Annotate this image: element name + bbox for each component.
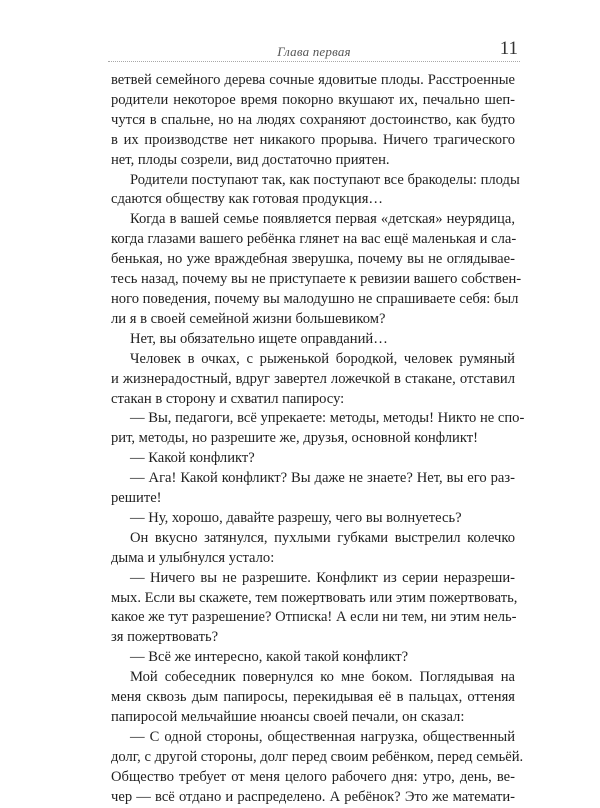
text-line: мых. Если вы скажете, тем пожертвовать или этим пожертвовать, — [111, 589, 518, 606]
text-line: тесь назад, почему вы не приступаете к ревизии вашего собствен- — [111, 271, 522, 288]
text-line: ветвей семейного дерева сочные ядовитые плоды. Расстроенные — [111, 72, 515, 88]
text-line: Родители поступают так, как поступают все бракоделы: плоды — [130, 171, 520, 188]
text-line: — С одной стороны, общественная нагрузка, общественный — [130, 728, 515, 745]
text-line: и жизнерадостный, вдруг завертел ложечкой в стакане, отставил — [111, 370, 515, 387]
text-line: бенькая, но уже враждебная зверушка, почему вы не оглядывае- — [111, 251, 515, 268]
text-line: Общество требует от меня целого рабочего дня: утро, день, ве- — [111, 768, 515, 785]
text-line: в их производстве нет никакого прорыва. Ничего трагического — [111, 131, 515, 148]
page-number: 11 — [499, 38, 518, 59]
text-line: — Какой конфликт? — [130, 450, 255, 467]
text-line: — Ага! Какой конфликт? Вы даже не знаете? Нет, вы его раз- — [130, 470, 515, 487]
text-line: меня сквозь дым папиросы, перекидывая её в пальцах, оттеняя — [111, 689, 515, 706]
text-line: Когда в вашей семье появляется первая «детская» неурядица, — [130, 211, 515, 228]
text-line: Человек в очках, с рыженькой бородкой, человек румяный — [130, 350, 515, 367]
text-line: Он вкусно затянулся, пухлыми губками выстрелил колечко — [130, 529, 515, 546]
text-line: решите! — [111, 490, 162, 507]
text-line: Нет, вы обязательно ищете оправданий… — [130, 330, 388, 347]
text-line: чутся в спальне, но на людях сохраняют достоинство, как будто — [111, 111, 515, 128]
text-line: какое же тут разрешение? Отписка! А если ни тем, ни этим нель- — [111, 609, 517, 626]
text-line: — Ничего вы не разрешите. Конфликт из серии неразреши- — [130, 569, 515, 586]
text-line: папиросой мельчайшие нюансы своей печали, он сказал: — [111, 709, 465, 725]
text-line: ли я в своей семейной жизни большевиком? — [111, 310, 386, 327]
text-line: когда глазами вашего ребёнка глянет на вас ещё маленькая и сла- — [111, 231, 517, 248]
text-line: стакан в сторону и схватил папиросу: — [111, 390, 345, 407]
text-line: чер — всё отдано и распределено. А ребёнок? Это же математи- — [111, 788, 515, 805]
text-line: рит, методы, но разрешите же, друзья, основной конфликт! — [111, 430, 479, 447]
text-line: — Всё же интересно, какой такой конфликт? — [130, 649, 409, 666]
text-line: — Вы, педагоги, всё упрекаете: методы, методы! Никто не спо- — [130, 410, 525, 427]
header-divider — [108, 61, 520, 62]
text-line: зя пожертвовать? — [111, 629, 219, 646]
text-line: — Ну, хорошо, давайте разрешу, чего вы волнуетесь? — [130, 509, 462, 526]
text-line: Мой собеседник повернулся ко мне боком. Поглядывая на — [130, 669, 515, 686]
body-text — [111, 71, 525, 808]
chapter-title: Глава первая — [277, 44, 351, 59]
text-line: сдаются обществу как готовая продукция… — [111, 191, 384, 208]
text-line: родители некоторое время покорно вкушают их, печально шеп- — [111, 91, 515, 108]
text-line: ного поведения, почему вы малодушно не спрашиваете себя: был — [111, 290, 519, 307]
text-line: нет, плоды созрели, вид достаточно приятен. — [111, 151, 390, 168]
text-line: долг, с другой стороны, долг перед своим ребёнком, перед семьёй. — [111, 748, 524, 765]
text-line: дыма и улыбнулся устало: — [111, 549, 275, 566]
running-head — [108, 36, 520, 62]
